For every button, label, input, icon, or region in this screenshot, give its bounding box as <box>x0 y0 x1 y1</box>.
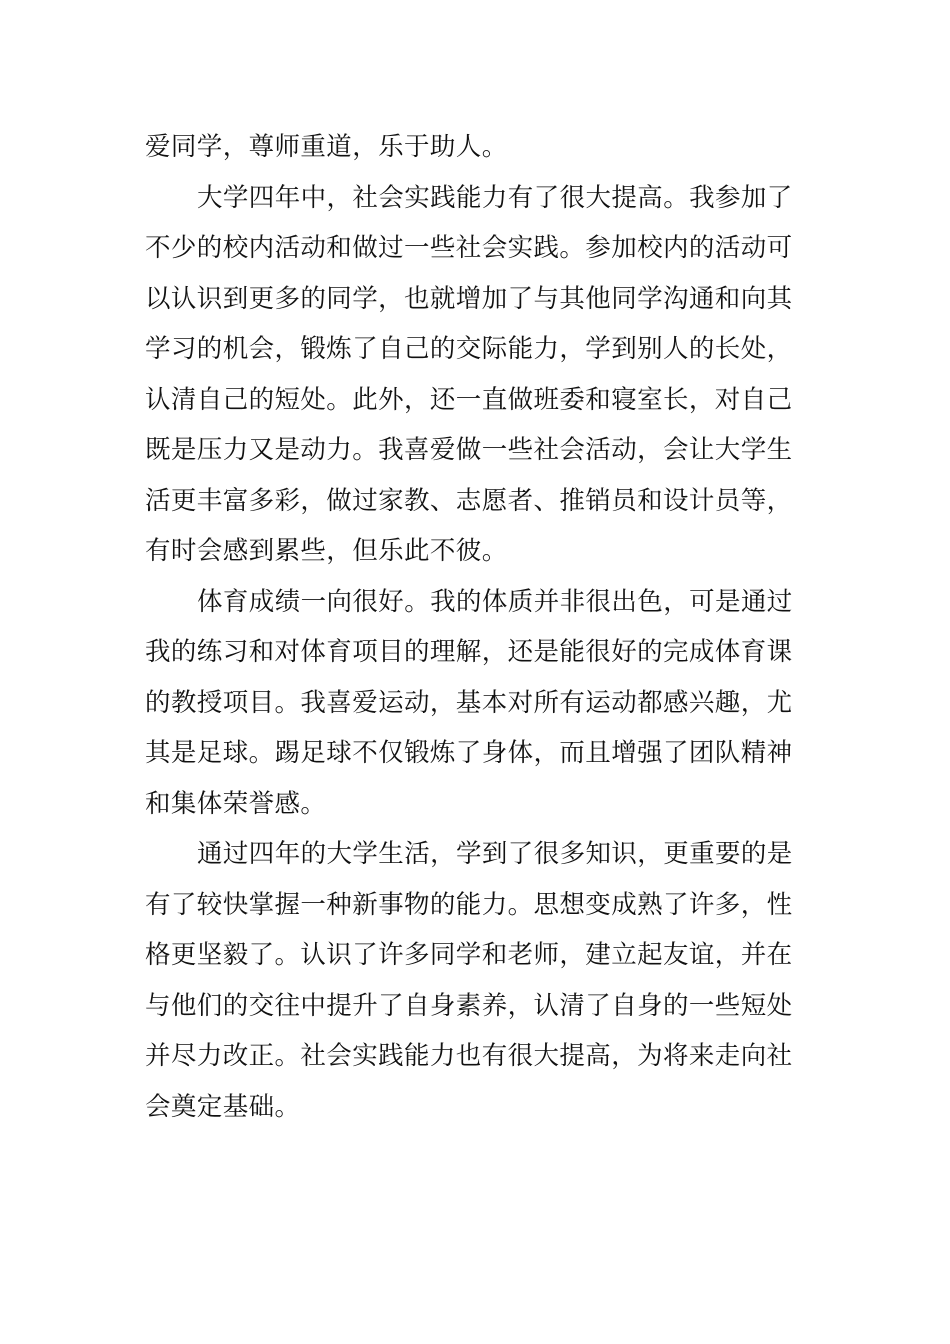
text-line: 有了较快掌握一种新事物的能力。思想变成熟了许多，性 <box>145 889 793 920</box>
text-line: 不少的校内活动和做过一些社会实践。参加校内的活动可 <box>145 233 793 263</box>
document-body <box>145 122 810 1132</box>
text-line: 和集体荣誉感。 <box>145 788 327 819</box>
paragraph-first-line: 通过四年的大学生活，学到了很多知识，更重要的是 <box>197 839 793 869</box>
text-line: 认清自己的短处。此外，还一直做班委和寝室长，对自己 <box>145 384 793 415</box>
paragraph-first-line: 大学四年中，社会实践能力有了很大提高。我参加了 <box>197 182 793 213</box>
text-line: 有时会感到累些，但乐此不彼。 <box>145 536 508 566</box>
text-line: 的教授项目。我喜爱运动，基本对所有运动都感兴趣，尤 <box>145 687 793 718</box>
text-line: 与他们的交往中提升了自身素养，认清了自身的一些短处 <box>145 990 793 1021</box>
text-line: 学习的机会，锻炼了自己的交际能力，学到别人的长处， <box>145 334 793 364</box>
text-line: 既是压力又是动力。我喜爱做一些社会活动，会让大学生 <box>145 435 793 465</box>
text-line: 并尽力改正。社会实践能力也有很大提高，为将来走向社 <box>145 1041 793 1071</box>
text-line: 爱同学，尊师重道，乐于助人。 <box>145 132 508 162</box>
text-line: 活更丰富多彩，做过家教、志愿者、推销员和设计员等， <box>145 485 793 516</box>
text-line: 其是足球。踢足球不仅锻炼了身体，而且增强了团队精神 <box>145 738 793 768</box>
text-line: 我的练习和对体育项目的理解，还是能很好的完成体育课 <box>145 637 793 667</box>
text-line: 以认识到更多的同学，也就增加了与其他同学沟通和向其 <box>145 283 793 314</box>
paragraph-first-line: 体育成绩一向很好。我的体质并非很出色，可是通过 <box>197 586 793 617</box>
text-line: 会奠定基础。 <box>145 1091 301 1122</box>
text-line: 格更坚毅了。认识了许多同学和老师，建立起友谊，并在 <box>145 940 793 970</box>
